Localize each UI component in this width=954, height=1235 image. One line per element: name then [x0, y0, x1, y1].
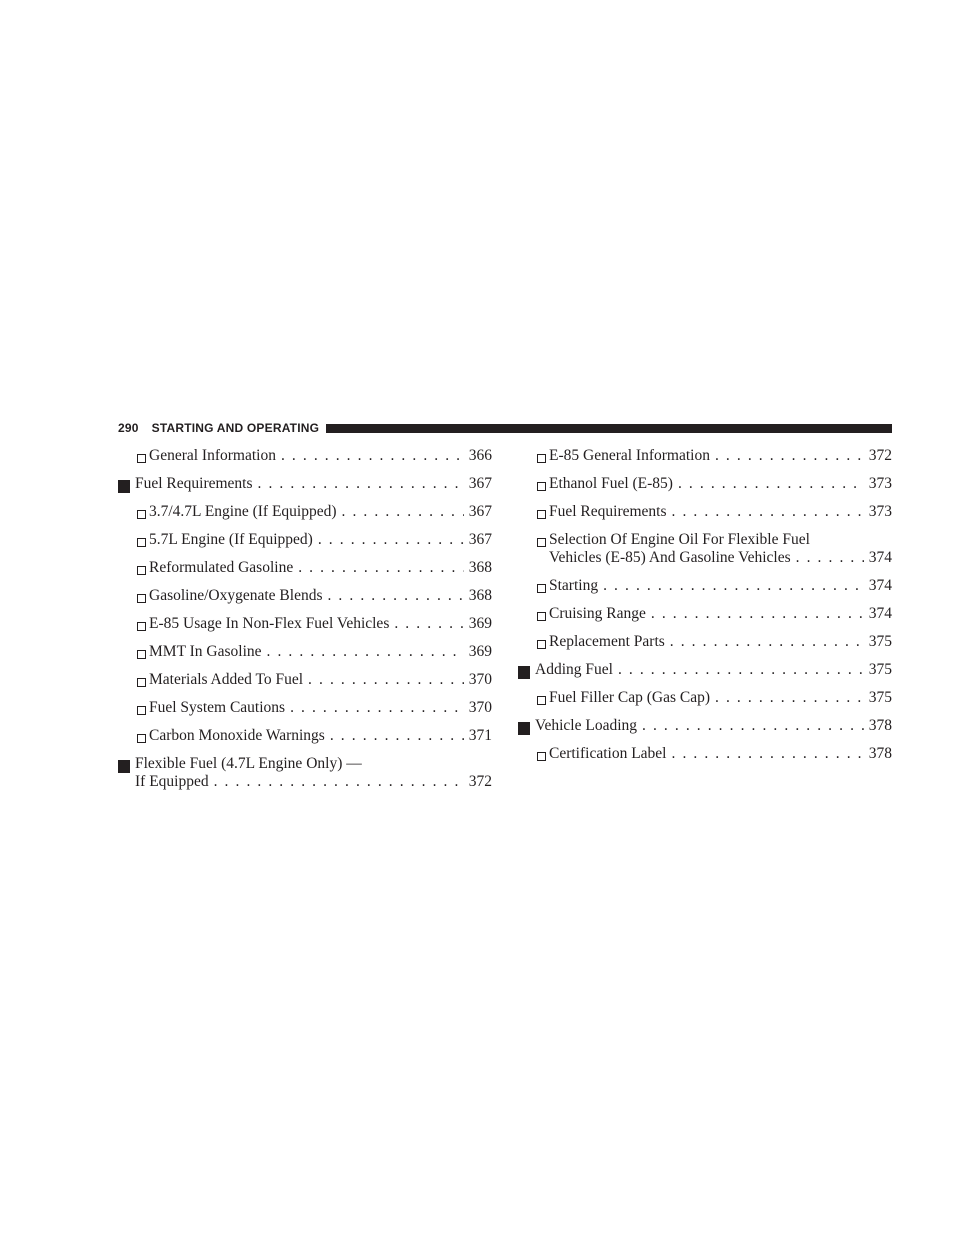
toc-entry-page-number: 369 — [468, 643, 492, 660]
section-title: STARTING AND OPERATING — [151, 421, 320, 435]
toc-entry[interactable] — [118, 559, 492, 587]
dot-leader — [796, 549, 864, 567]
dot-leader — [290, 699, 464, 717]
toc-entry[interactable] — [518, 475, 892, 503]
hollow-square-bullet-icon — [537, 640, 546, 649]
toc-entry-label: Fuel System Cautions — [149, 699, 286, 716]
dot-leader — [330, 727, 464, 745]
dot-leader — [327, 587, 464, 605]
dot-leader — [308, 671, 464, 689]
dot-leader — [642, 717, 864, 735]
toc-entry[interactable] — [518, 577, 892, 605]
hollow-square-bullet-icon — [537, 696, 546, 705]
toc-left-column — [118, 447, 492, 801]
hollow-square-bullet-icon — [137, 566, 146, 575]
header-rule — [326, 424, 892, 433]
toc-entry-page-number: 366 — [468, 447, 492, 464]
toc-entry-label: Materials Added To Fuel — [149, 671, 304, 688]
hollow-square-bullet-icon — [537, 510, 546, 519]
toc-entry-label: Gasoline/Oxygenate Blends — [149, 587, 323, 604]
toc-entry-page-number: 372 — [868, 447, 892, 464]
dot-leader — [715, 447, 864, 465]
toc-entry-page-number: 371 — [468, 727, 492, 744]
filled-square-bullet-icon — [118, 760, 130, 773]
page-header — [118, 418, 892, 438]
dot-leader — [678, 475, 864, 493]
toc-entry-label: Reformulated Gasoline — [149, 559, 294, 576]
toc-entry-label: E-85 Usage In Non-Flex Fuel Vehicles — [149, 615, 390, 632]
toc-entry-page-number: 374 — [868, 577, 892, 594]
hollow-square-bullet-icon — [537, 538, 546, 547]
hollow-square-bullet-icon — [537, 584, 546, 593]
hollow-square-bullet-icon — [137, 454, 146, 463]
toc-entry[interactable] — [518, 531, 892, 577]
toc-entry-page-number: 373 — [868, 503, 892, 520]
toc-entry-page-number: 369 — [468, 615, 492, 632]
dot-leader — [715, 689, 864, 707]
toc-entry-page-number: 368 — [468, 587, 492, 604]
toc-entry-page-number: 367 — [468, 531, 492, 548]
toc-entry-label: Carbon Monoxide Warnings — [149, 727, 325, 744]
hollow-square-bullet-icon — [537, 612, 546, 621]
toc-entry-label-line1: Flexible Fuel (4.7L Engine Only) — — [135, 755, 362, 772]
toc-entry[interactable] — [118, 447, 492, 475]
hollow-square-bullet-icon — [137, 706, 146, 715]
toc-entry[interactable] — [518, 689, 892, 717]
dot-leader — [672, 503, 864, 521]
toc-entry-page-number: 375 — [868, 661, 892, 678]
toc-entry-page-number: 375 — [868, 633, 892, 650]
dot-leader — [298, 559, 464, 577]
hollow-square-bullet-icon — [537, 482, 546, 491]
toc-entry[interactable] — [118, 475, 492, 503]
toc-entry[interactable] — [118, 699, 492, 727]
toc-entry[interactable] — [518, 661, 892, 689]
dot-leader — [318, 531, 464, 549]
toc-entry-page-number: 367 — [468, 475, 492, 492]
hollow-square-bullet-icon — [137, 594, 146, 603]
toc-entry-label: Starting — [549, 577, 599, 594]
hollow-square-bullet-icon — [537, 454, 546, 463]
hollow-square-bullet-icon — [137, 650, 146, 659]
toc-entry-page-number: 368 — [468, 559, 492, 576]
toc-entry[interactable] — [118, 503, 492, 531]
toc-entry-label: Vehicle Loading — [535, 717, 638, 734]
filled-square-bullet-icon — [518, 666, 530, 679]
toc-entry[interactable] — [118, 587, 492, 615]
hollow-square-bullet-icon — [137, 678, 146, 687]
toc-entry-label: E-85 General Information — [549, 447, 710, 464]
toc-entry-page-number: 372 — [468, 773, 492, 790]
hollow-square-bullet-icon — [537, 752, 546, 761]
dot-leader — [267, 643, 464, 661]
toc-entry-page-number: 373 — [868, 475, 892, 492]
toc-entry-label: If Equipped — [135, 773, 209, 790]
toc-entry[interactable] — [118, 671, 492, 699]
toc-entry[interactable] — [118, 727, 492, 755]
toc-entry-label: Fuel Filler Cap (Gas Cap) — [549, 689, 711, 706]
toc-entry-page-number: 370 — [468, 699, 492, 716]
dot-leader — [670, 633, 864, 651]
toc-entry-label: MMT In Gasoline — [149, 643, 262, 660]
toc-entry-page-number: 374 — [868, 549, 892, 566]
toc-entry-label: Fuel Requirements — [135, 475, 253, 492]
dot-leader — [603, 577, 864, 595]
toc-entry-label: Vehicles (E-85) And Gasoline Vehicles — [549, 549, 791, 566]
toc-entry[interactable] — [518, 717, 892, 745]
toc-entry-label: Fuel Requirements — [549, 503, 667, 520]
toc-entry-page-number: 367 — [468, 503, 492, 520]
filled-square-bullet-icon — [518, 722, 530, 735]
page-number: 290 — [118, 421, 139, 435]
toc-entry[interactable] — [118, 643, 492, 671]
hollow-square-bullet-icon — [137, 510, 146, 519]
toc-entry-label: Replacement Parts — [549, 633, 665, 650]
dot-leader — [214, 773, 464, 791]
toc-entry-page-number: 378 — [868, 717, 892, 734]
dot-leader — [672, 745, 865, 763]
toc-entry[interactable] — [518, 745, 892, 773]
toc-entry-page-number: 378 — [868, 745, 892, 762]
toc-entry[interactable] — [518, 503, 892, 531]
toc-entry[interactable] — [518, 447, 892, 475]
hollow-square-bullet-icon — [137, 622, 146, 631]
dot-leader — [651, 605, 864, 623]
toc-entry[interactable] — [118, 531, 492, 559]
dot-leader — [394, 615, 464, 633]
toc-entry[interactable] — [518, 605, 892, 633]
hollow-square-bullet-icon — [137, 538, 146, 547]
filled-square-bullet-icon — [118, 480, 130, 493]
toc-entry-label: General Information — [149, 447, 276, 464]
dot-leader — [618, 661, 864, 679]
toc-entry-page-number: 375 — [868, 689, 892, 706]
toc-entry-label: Ethanol Fuel (E-85) — [549, 475, 673, 492]
toc-entry-label: Cruising Range — [549, 605, 646, 622]
toc-entry[interactable] — [118, 615, 492, 643]
hollow-square-bullet-icon — [137, 734, 146, 743]
dot-leader — [258, 475, 464, 493]
toc-entry-label: 3.7/4.7L Engine (If Equipped) — [149, 503, 337, 520]
toc-right-column — [518, 447, 892, 773]
toc-entry-label: 5.7L Engine (If Equipped) — [149, 531, 313, 548]
toc-entry-label-line1: Selection Of Engine Oil For Flexible Fuel — [549, 531, 810, 548]
dot-leader — [281, 447, 464, 465]
toc-entry-label: Certification Label — [549, 745, 667, 762]
toc-entry-label: Adding Fuel — [535, 661, 613, 678]
toc-entry[interactable] — [518, 633, 892, 661]
toc-entry-page-number: 370 — [468, 671, 492, 688]
dot-leader — [342, 503, 464, 521]
toc-entry[interactable] — [118, 755, 492, 801]
toc-entry-page-number: 374 — [868, 605, 892, 622]
